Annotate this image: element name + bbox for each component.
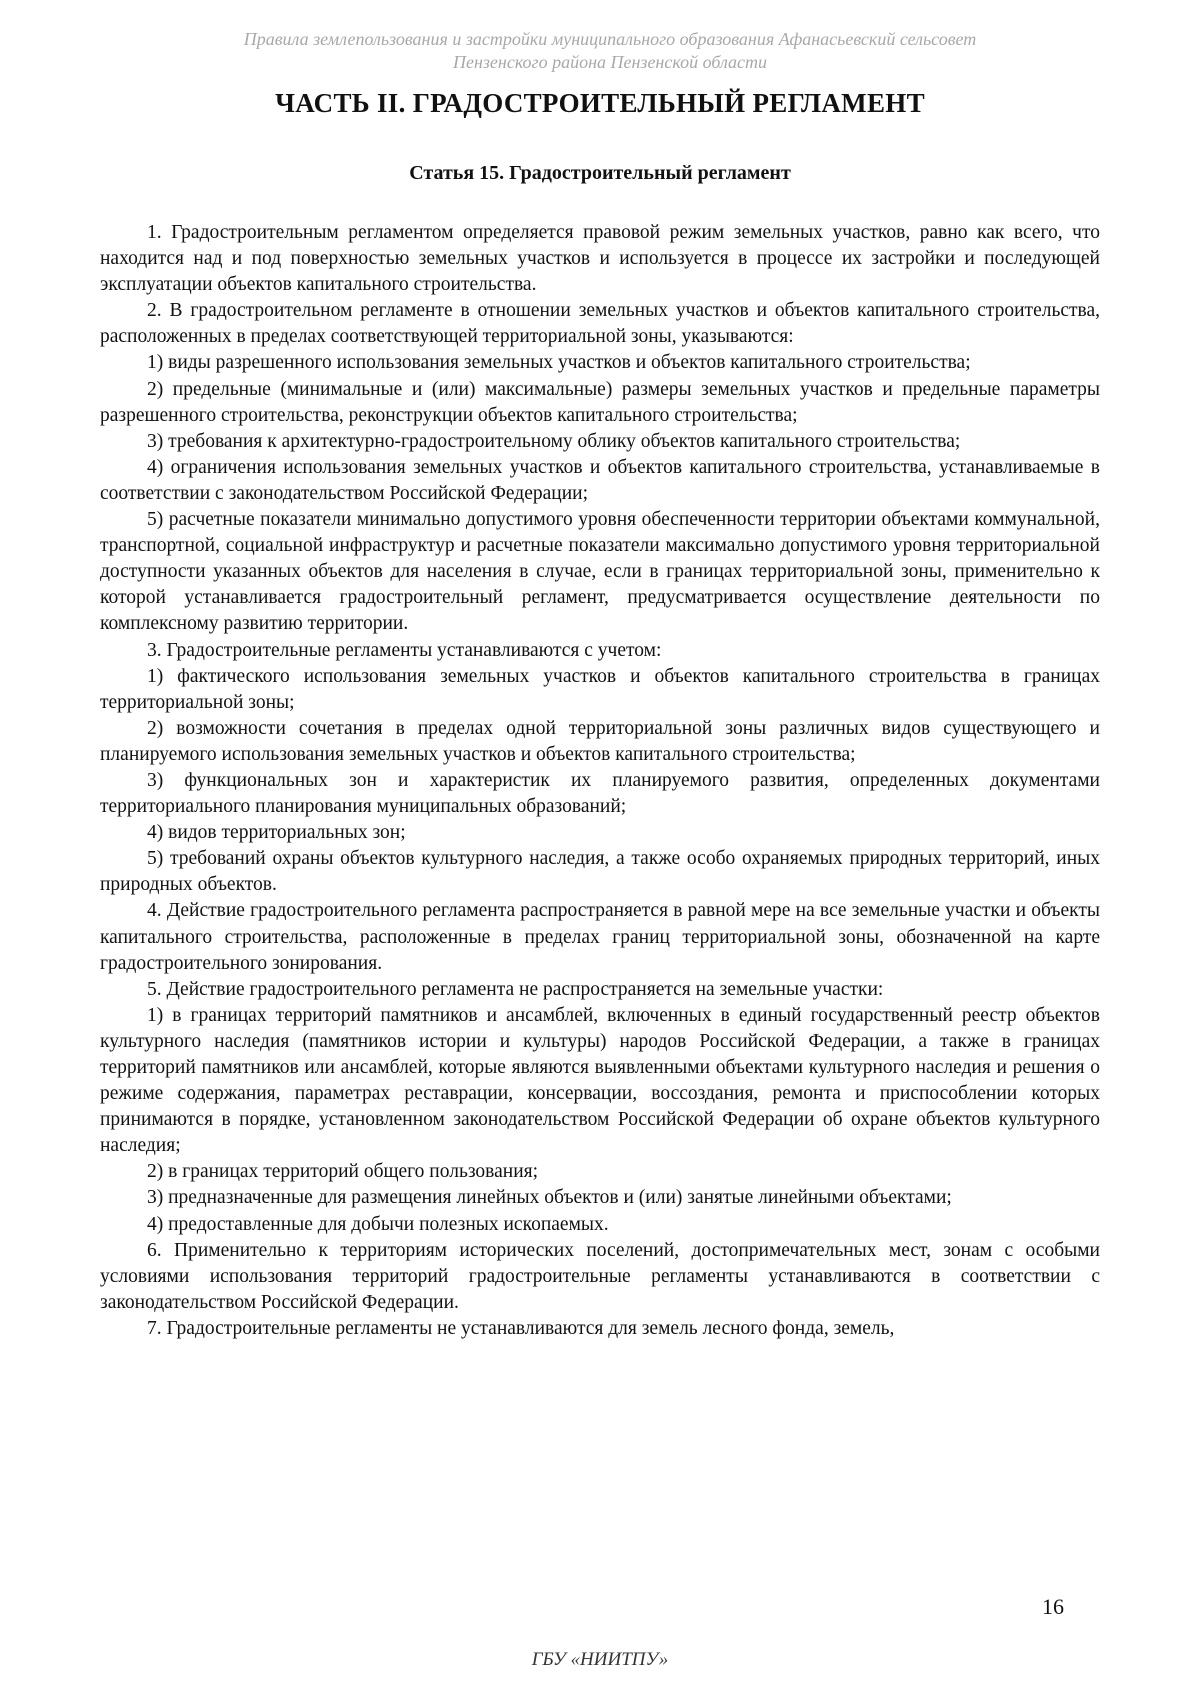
list-item: 5) требований охраны объектов культурного наследия, а также особо охраняемых природных территорий, иных природных объектов. — [100, 848, 1100, 896]
paragraph: 1. Градостроительным регламентом определяется правовой режим земельных участков, равно как всего, что находится над и под поверхностью земельных участков и используется в процессе их застройки и последующей эксплуатации объектов капитального строительства. — [100, 222, 1100, 296]
article-title: Статья 15. Градостроительный регламент — [409, 162, 791, 184]
list-item: 3) требования к архитектурно-градостроительному облику объектов капитального строительства; — [147, 430, 961, 452]
paragraph: 6. Применительно к территориям исторических поселений, достопримечательных мест, зонам с особыми условиями использования территорий градостроительные регламенты устанавливаются в соответствии с законодательством Российской Федерации. — [100, 1239, 1100, 1313]
list-item: 2) в границах территорий общего пользования; — [147, 1161, 539, 1183]
part-title: ЧАСТЬ II. ГРАДОСТРОИТЕЛЬНЫЙ РЕГЛАМЕНТ — [275, 88, 925, 118]
running-header — [200, 28, 1020, 74]
list-item: 1) фактического использования земельных участков и объектов капитального строительства в границах территориальной зоны; — [100, 665, 1100, 713]
page-number: 16 — [1042, 1594, 1064, 1619]
body-text — [100, 220, 1100, 1342]
list-item: 4) видов территориальных зон; — [147, 822, 406, 844]
paragraph: 3. Градостроительные регламенты устанавливаются с учетом: — [147, 639, 662, 661]
list-item: 1) в границах территорий памятников и ансамблей, включенных в единый государственный реестр объектов культурного наследия (памятников истории и культуры) народов Российской Федерации, а также в границах территорий памятников или ансамблей, которые являются выявленными объектами культурного наследия и решения о режиме содержания, параметрах реставрации, консервации, воссоздания, ремонта и приспособлении которых принимаются в порядке, установленном законодательством Российской Федерации об охране объектов культурного наследия; — [100, 1004, 1100, 1157]
list-item: 4) ограничения использования земельных участков и объектов капитального строительства, устанавливаемые в соответствии с законодательством Российской Федерации; — [100, 456, 1100, 504]
list-item: 2) предельные (минимальные и (или) максимальные) размеры земельных участков и предельные параметры разрешенного строительства, реконструкции объектов капитального строительства; — [100, 378, 1100, 426]
list-item: 4) предоставленные для добычи полезных ископаемых. — [147, 1213, 609, 1235]
page-footer: ГБУ «НИИТПУ» — [531, 1649, 669, 1670]
paragraph: 7. Градостроительные регламенты не устанавливаются для земель лесного фонда, земель, — [147, 1317, 895, 1339]
list-item: 3) предназначенные для размещения линейных объектов и (или) занятые линейными объектами; — [147, 1187, 952, 1209]
paragraph: 4. Действие градостроительного регламента распространяется в равной мере на все земельные участки и объекты капитального строительства, расположенные в пределах границ территориальной зоны, обозначенной на карте градостроительного зонирования. — [100, 900, 1100, 974]
paragraph: 2. В градостроительном регламенте в отношении земельных участков и объектов капитального строительства, расположенных в пределах соответствующей территориальной зоны, указываются: — [100, 300, 1100, 348]
list-item: 3) функциональных зон и характеристик их планируемого развития, определенных документами территориального планирования муниципальных образований; — [100, 769, 1100, 818]
list-item: 2) возможности сочетания в пределах одной территориальной зоны различных видов существующего и планируемого использования земельных участков и объектов капитального строительства; — [100, 717, 1100, 765]
running-header-line-2: Пензенского района Пензенской области — [452, 52, 768, 72]
paragraph: 5. Действие градостроительного регламента не распространяется на земельные участки: — [147, 978, 884, 1000]
running-header-line-1: Правила землепользования и застройки муниципального образования Афанасьевский сельсовет — [243, 29, 977, 49]
list-item: 1) виды разрешенного использования земельных участков и объектов капитального строительства; — [147, 352, 971, 374]
list-item: 5) расчетные показатели минимально допустимого уровня обеспеченности территории объектами коммунальной, транспортной, социальной инфраструктур и расчетные показатели максимально допустимого уровня территориальной доступности указанных объектов для населения в случае, если в границах территориальной зоны, применительно к которой устанавливается градостроительный регламент, предусматривается осуществление деятельности по комплексному развитию территории. — [100, 509, 1100, 635]
